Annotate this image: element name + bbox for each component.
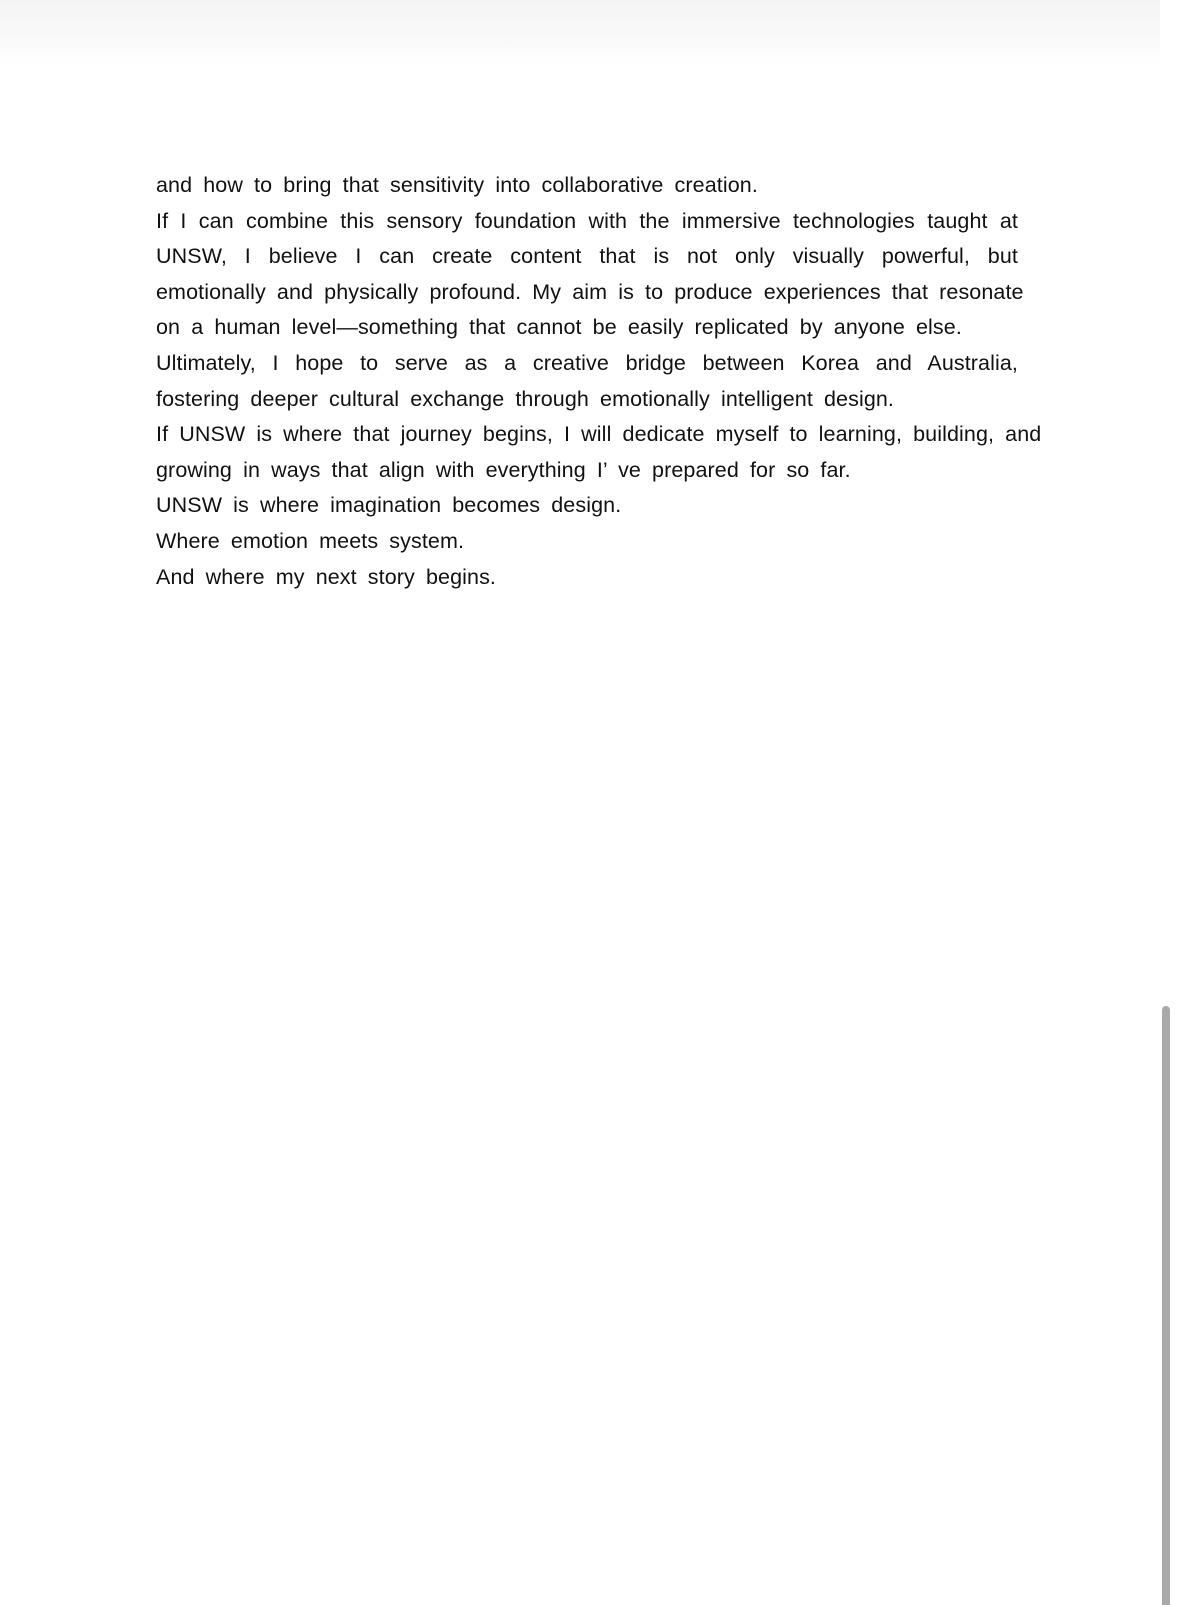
top-toolbar-shadow bbox=[0, 0, 1179, 66]
text-line: Where emotion meets system. bbox=[156, 528, 465, 553]
text-line: If UNSW is where that journey begins, I will dedicate myself to learning, building, and bbox=[156, 422, 1042, 447]
text-line: growing in ways that align with everything I’ ve prepared for so far. bbox=[156, 457, 851, 482]
document-page bbox=[0, 66, 1150, 1605]
text-line: If I can combine this sensory foundation with the immersive technologies taught at bbox=[156, 208, 1018, 233]
vertical-scrollbar-thumb[interactable] bbox=[1162, 1006, 1170, 1605]
text-line: Ultimately, I hope to serve as a creative bridge between Korea and Australia, bbox=[156, 350, 1018, 375]
text-line: And where my next story begins. bbox=[156, 564, 496, 589]
text-line: on a human level—something that cannot be easily replicated by anyone else. bbox=[156, 315, 962, 340]
text-line: UNSW, I believe I can create content that is not only visually powerful, but bbox=[156, 244, 1018, 269]
text-line: UNSW is where imagination becomes design. bbox=[156, 493, 622, 518]
text-line: emotionally and physically profound. My aim is to produce experiences that resonate bbox=[156, 279, 1024, 304]
body-text bbox=[156, 168, 1042, 595]
text-line: fostering deeper cultural exchange through emotionally intelligent design. bbox=[156, 386, 895, 411]
text-line: and how to bring that sensitivity into collaborative creation. bbox=[156, 173, 758, 197]
